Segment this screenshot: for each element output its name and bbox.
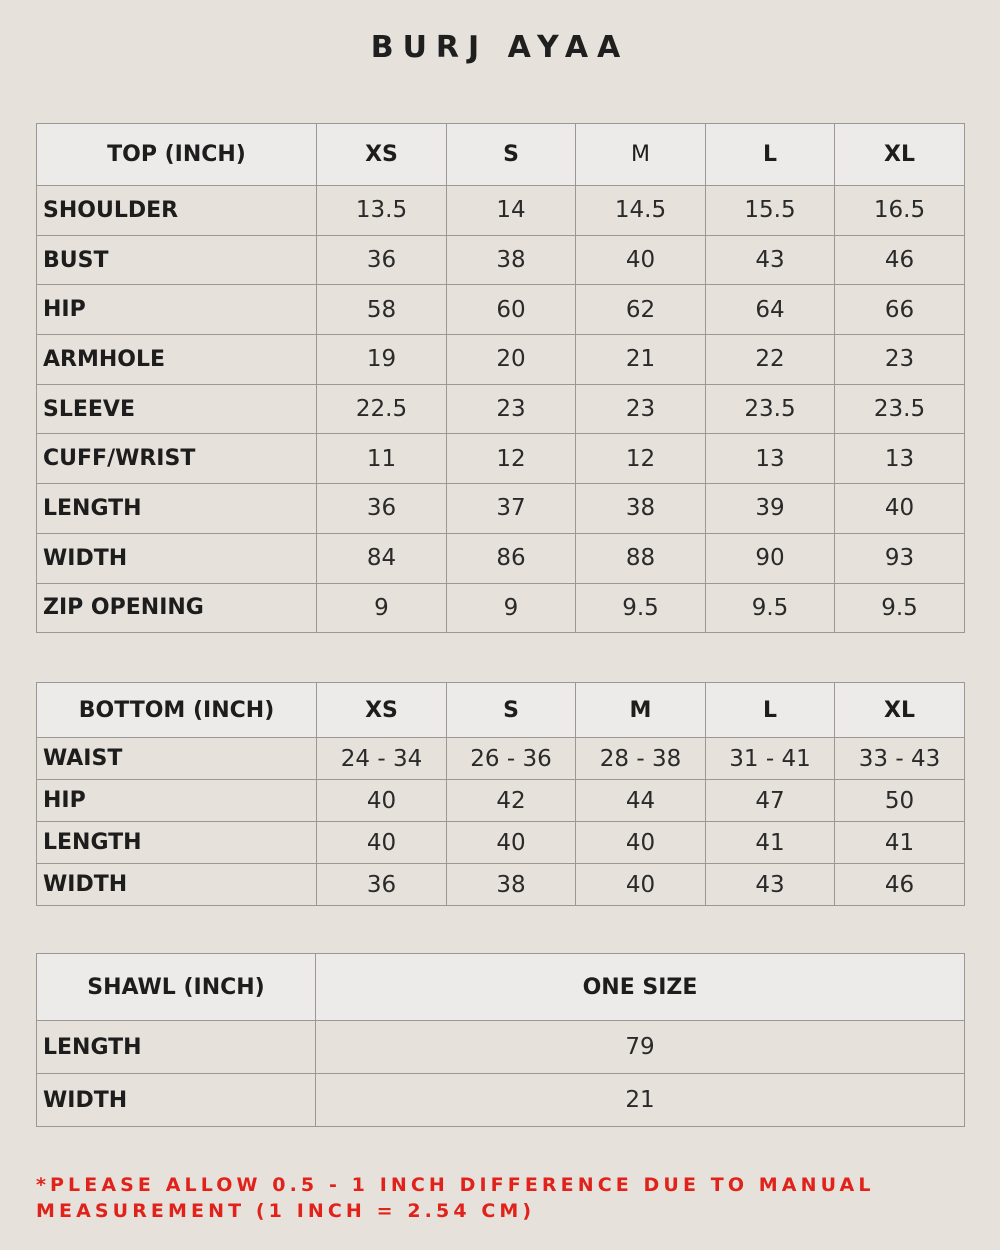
table-cell: 40 [576, 235, 706, 285]
table-header-row [37, 683, 965, 738]
table-cell: 40 [835, 484, 965, 534]
table-cell: 9.5 [576, 583, 706, 633]
table-cell: 19 [317, 335, 447, 385]
table-row [37, 822, 965, 864]
row-label: CUFF/WRIST [37, 434, 317, 484]
row-label: ARMHOLE [37, 335, 317, 385]
table-cell: 24 - 34 [317, 738, 447, 780]
row-label: ZIP OPENING [37, 583, 317, 633]
row-label: LENGTH [37, 1021, 316, 1074]
header-cell-l: L [706, 683, 835, 738]
disclaimer-line: MEASUREMENT (1 INCH = 2.54 CM) [36, 1200, 536, 1222]
header-cell-category: BOTTOM (INCH) [37, 683, 317, 738]
table-cell: 88 [576, 533, 706, 583]
top-size-table [36, 123, 965, 633]
table-cell: 40 [317, 780, 447, 822]
table-cell: 86 [447, 533, 576, 583]
row-label: WIDTH [37, 1074, 316, 1127]
table-cell: 84 [317, 533, 447, 583]
table-cell: 9.5 [835, 583, 965, 633]
table-cell: 13.5 [317, 186, 447, 236]
table-cell: 20 [447, 335, 576, 385]
bottom-size-table [36, 682, 965, 906]
table-cell: 44 [576, 780, 706, 822]
table-cell: 60 [447, 285, 576, 335]
table-cell: 62 [576, 285, 706, 335]
table-cell: 26 - 36 [447, 738, 576, 780]
header-cell-l: L [706, 124, 835, 186]
table-cell: 43 [706, 864, 835, 906]
table-cell: 58 [317, 285, 447, 335]
table-cell: 9 [447, 583, 576, 633]
table-cell: 16.5 [835, 186, 965, 236]
shawl-size-table [36, 953, 965, 1127]
table-cell: 36 [317, 484, 447, 534]
table-row [37, 738, 965, 780]
table-cell: 42 [447, 780, 576, 822]
row-label: HIP [37, 780, 317, 822]
table-cell: 90 [706, 533, 835, 583]
table-cell: 41 [706, 822, 835, 864]
table-header-row [37, 954, 965, 1021]
header-cell-xl: XL [835, 124, 965, 186]
table-cell: 38 [447, 235, 576, 285]
brand-title: BURJ AYAA [370, 30, 630, 65]
table-row [37, 335, 965, 385]
table-row [37, 583, 965, 633]
table-cell: 43 [706, 235, 835, 285]
table-cell: 28 - 38 [576, 738, 706, 780]
table-row [37, 1074, 965, 1127]
table-cell: 23 [447, 384, 576, 434]
header-cell-m: M [576, 683, 706, 738]
table-cell: 13 [835, 434, 965, 484]
table-row [37, 235, 965, 285]
table-row [37, 533, 965, 583]
disclaimer-line: *PLEASE ALLOW 0.5 - 1 INCH DIFFERENCE DUE TO MANUAL [36, 1174, 875, 1196]
table-row [37, 285, 965, 335]
table-row [37, 1021, 965, 1074]
header-cell-s: S [447, 124, 576, 186]
table-cell: 40 [317, 822, 447, 864]
table-cell: 14 [447, 186, 576, 236]
table-cell: 15.5 [706, 186, 835, 236]
table-cell: 12 [576, 434, 706, 484]
header-cell-m: M [576, 124, 706, 186]
table-cell: 31 - 41 [706, 738, 835, 780]
table-row [37, 384, 965, 434]
table-cell: 64 [706, 285, 835, 335]
header-cell-category: TOP (INCH) [37, 124, 317, 186]
table-cell: 39 [706, 484, 835, 534]
row-label: BUST [37, 235, 317, 285]
table-cell: 14.5 [576, 186, 706, 236]
table-cell: 93 [835, 533, 965, 583]
table-cell: 38 [576, 484, 706, 534]
table-cell: 21 [316, 1074, 965, 1127]
table-cell: 13 [706, 434, 835, 484]
table-cell: 23 [576, 384, 706, 434]
header-cell-xs: XS [317, 683, 447, 738]
table-cell: 21 [576, 335, 706, 385]
table-row [37, 484, 965, 534]
table-row [37, 864, 965, 906]
table-cell: 79 [316, 1021, 965, 1074]
header-cell-one-size: ONE SIZE [316, 954, 965, 1021]
row-label: WIDTH [37, 533, 317, 583]
row-label: HIP [37, 285, 317, 335]
header-cell-xl: XL [835, 683, 965, 738]
table-cell: 22 [706, 335, 835, 385]
table-cell: 46 [835, 864, 965, 906]
table-row [37, 434, 965, 484]
row-label: WAIST [37, 738, 317, 780]
row-label: SHOULDER [37, 186, 317, 236]
table-cell: 23.5 [706, 384, 835, 434]
row-label: LENGTH [37, 822, 317, 864]
table-cell: 66 [835, 285, 965, 335]
measurement-disclaimer [36, 1172, 966, 1224]
table-cell: 33 - 43 [835, 738, 965, 780]
table-cell: 36 [317, 864, 447, 906]
table-cell: 12 [447, 434, 576, 484]
table-cell: 41 [835, 822, 965, 864]
header-cell-category: SHAWL (INCH) [37, 954, 316, 1021]
header-cell-xs: XS [317, 124, 447, 186]
table-cell: 40 [447, 822, 576, 864]
table-cell: 47 [706, 780, 835, 822]
table-row [37, 186, 965, 236]
table-cell: 23 [835, 335, 965, 385]
table-cell: 50 [835, 780, 965, 822]
table-cell: 9 [317, 583, 447, 633]
table-cell: 37 [447, 484, 576, 534]
table-cell: 38 [447, 864, 576, 906]
table-cell: 11 [317, 434, 447, 484]
row-label: LENGTH [37, 484, 317, 534]
table-cell: 23.5 [835, 384, 965, 434]
row-label: SLEEVE [37, 384, 317, 434]
table-header-row [37, 124, 965, 186]
table-cell: 36 [317, 235, 447, 285]
table-cell: 40 [576, 864, 706, 906]
row-label: WIDTH [37, 864, 317, 906]
table-cell: 22.5 [317, 384, 447, 434]
table-cell: 46 [835, 235, 965, 285]
header-cell-s: S [447, 683, 576, 738]
table-row [37, 780, 965, 822]
table-cell: 40 [576, 822, 706, 864]
table-cell: 9.5 [706, 583, 835, 633]
